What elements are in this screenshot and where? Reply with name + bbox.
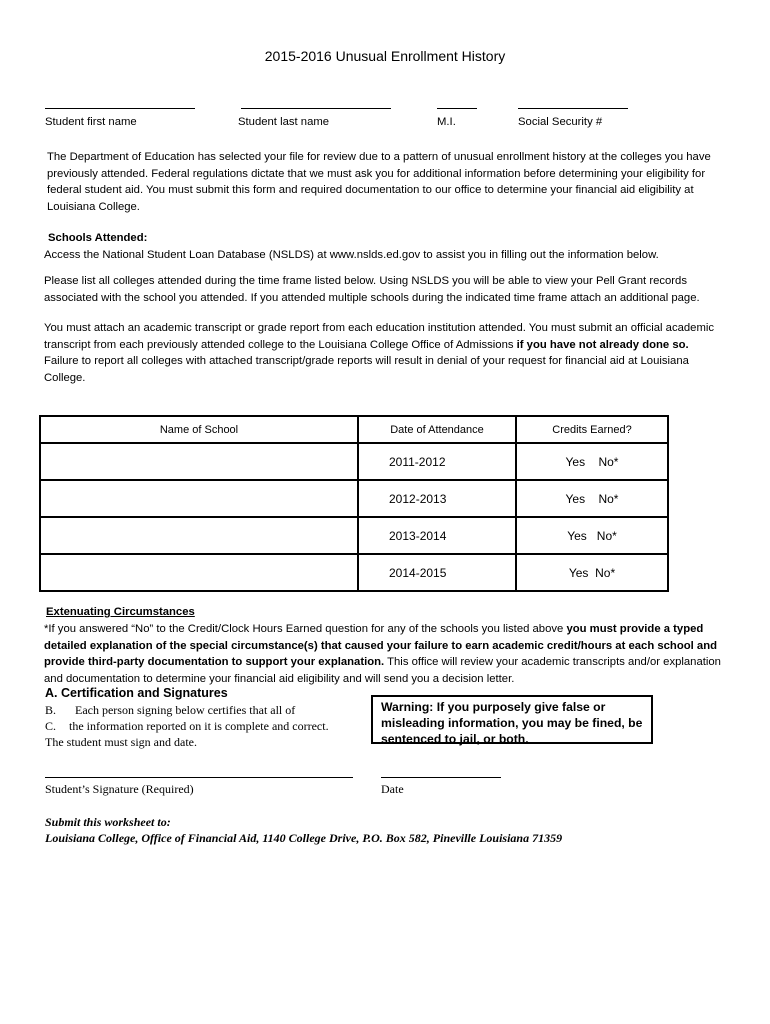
mi-label: M.I. xyxy=(437,116,456,128)
date-cell: 2012-2013 xyxy=(358,480,516,517)
school-name-cell[interactable] xyxy=(40,480,358,517)
table-row xyxy=(40,554,668,591)
warning-box: Warning: If you purposely give false or misleading information, you may be fined, be sentenced to jail, or both. xyxy=(371,695,653,744)
cert-line-b: Each person signing below certifies that all of xyxy=(75,703,296,717)
ssn-label: Social Security # xyxy=(518,116,603,128)
submit-heading: Submit this worksheet to: xyxy=(45,815,171,829)
submit-address: Louisiana College, Office of Financial Aid, 1140 College Drive, P.O. Box 582, Pineville Louisiana 71359 xyxy=(45,831,563,845)
school-name-cell[interactable] xyxy=(40,554,358,591)
student-signature-line[interactable] xyxy=(45,777,353,778)
cert-line-c: the information reported on it is complete and correct. xyxy=(69,719,329,733)
extenuating-heading: Extenuating Circumstances xyxy=(46,606,195,618)
certification-heading: A. Certification and Signatures xyxy=(45,686,228,700)
schools-attended-heading: Schools Attended: xyxy=(48,232,148,244)
date-line[interactable] xyxy=(381,777,501,778)
credits-cell[interactable]: Yes No* xyxy=(516,554,668,591)
transcript-instructions xyxy=(44,320,724,386)
table-row xyxy=(40,443,668,480)
school-name-cell[interactable] xyxy=(40,443,358,480)
table-row xyxy=(40,517,668,554)
credits-cell[interactable]: Yes No* xyxy=(516,443,668,480)
transcript-text-1: You must attach an academic transcript or grade report from each education institution attended. You must submit an official academic transcript from each previously attended college to the Louisiana College Office of Admissions xyxy=(44,322,715,351)
last-name-line[interactable] xyxy=(241,108,391,109)
transcript-text-bold: if you have not already done so. xyxy=(516,338,689,351)
credits-cell[interactable]: Yes No* xyxy=(516,517,668,554)
extenuating-paragraph xyxy=(44,621,734,687)
first-name-label: Student first name xyxy=(45,116,137,128)
page-title: 2015-2016 Unusual Enrollment History xyxy=(264,48,506,64)
student-signature-label: Student’s Signature (Required) xyxy=(45,782,194,796)
transcript-text-2: Failure to report all colleges with attached transcript/grade reports will result in denial of your request for financial aid at Louisiana College. xyxy=(44,355,689,384)
header-credits-earned: Credits Earned? xyxy=(516,416,668,443)
extenuating-text-bold: you must provide a typed detailed explanation of the special circumstance(s) that caused your failure to earn academic credit/hours at each school and provide third-party documentation to support your explanation. xyxy=(44,623,717,668)
credits-cell[interactable]: Yes No* xyxy=(516,480,668,517)
list-instructions: Please list all colleges attended during the time frame listed below. Using NSLDS you will be able to view your Pell Grant records associated with the school you attended. If you attended multiple schools during the indicated time frame attach an additional page. xyxy=(44,275,700,304)
date-cell: 2013-2014 xyxy=(358,517,516,554)
mi-line[interactable] xyxy=(437,108,477,109)
nslds-instructions: Access the National Student Loan Database (NSLDS) at www.nslds.ed.gov to assist you in filling out the information below. xyxy=(44,249,659,261)
schools-table xyxy=(39,415,669,592)
intro-paragraph: The Department of Education has selected your file for review due to a pattern of unusual enrollment history at the colleges you have previously attended. Federal regulations dictate that we must ask you for additional information before determining your eligibility for federal student aid. You must submit this form and required documentation to our office to determine your financial aid eligibility at Louisiana College. xyxy=(47,151,711,213)
table-header-row xyxy=(40,416,668,443)
date-label: Date xyxy=(381,782,404,796)
header-name-of-school: Name of School xyxy=(40,416,358,443)
cert-line-b-marker: B. xyxy=(45,703,57,717)
first-name-line[interactable] xyxy=(45,108,195,109)
ssn-line[interactable] xyxy=(518,108,628,109)
header-date-of-attendance: Date of Attendance xyxy=(358,416,516,443)
date-cell: 2014-2015 xyxy=(358,554,516,591)
cert-line-c-marker: C. xyxy=(45,719,57,733)
extenuating-text-2: This office will review your academic transcripts and/or explanation and documentation to determine your financial aid eligibility and will send you a decision letter. xyxy=(44,656,721,685)
last-name-label: Student last name xyxy=(238,116,330,128)
school-name-cell[interactable] xyxy=(40,517,358,554)
table-row xyxy=(40,480,668,517)
cert-line-d: The student must sign and date. xyxy=(45,735,197,749)
extenuating-text-1: *If you answered “No” to the Credit/Clock Hours Earned question for any of the schools you listed above xyxy=(44,623,567,635)
date-cell: 2011-2012 xyxy=(358,443,516,480)
